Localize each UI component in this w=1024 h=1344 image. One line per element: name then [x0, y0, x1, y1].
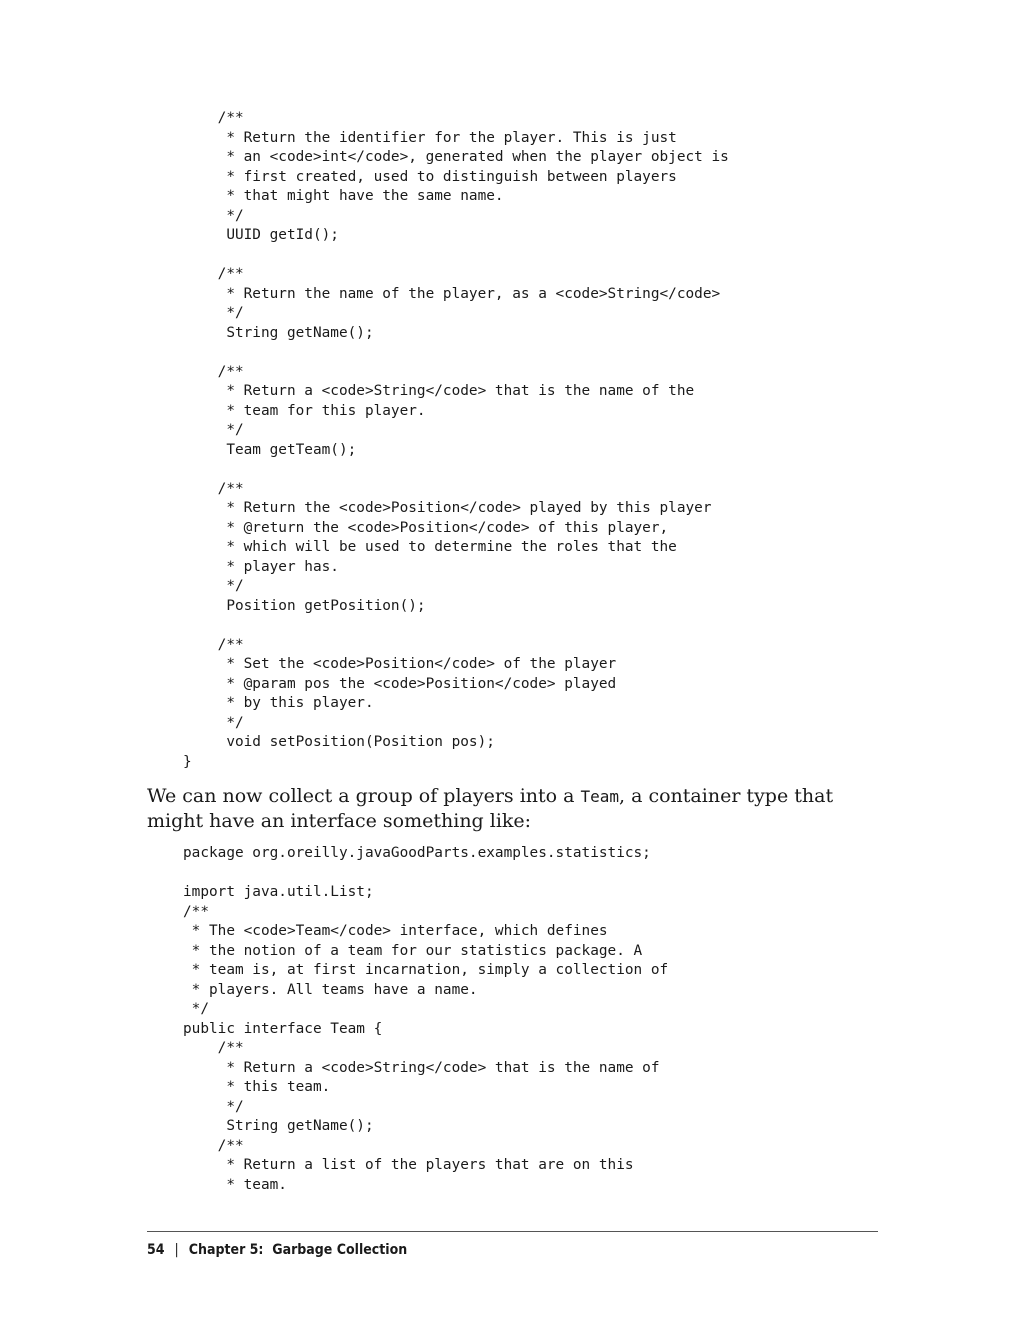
code-block-player-methods: /** * Return the identifier for the player. This is just * an <code>int</code>, generated when the player object is * first created, used to distinguish between players * that might have the same name. */ UUID getId(); /** * Return the name of the player, as a <code>String</code> */ String getName(); /** * Return a <code>String</code> that is the name of the * team for this player. */ Team getTeam(); /** * Return the <code>Position</code> played by this player * @return the <code>Position</code> of this player, * which will be used to determine the roles that the * player has. */ Position getPosition(); /** * Set the <code>Position</code> of the player * @param pos the <code>Position</code> played * by this player. */ void setPosition(Position pos); }	[183, 110, 729, 770]
chapter-title: Chapter 5: Garbage Collection	[188, 1242, 408, 1258]
page-number: 54	[147, 1242, 165, 1258]
inline-code-team: Team	[580, 787, 620, 806]
footer-separator: |	[174, 1242, 179, 1258]
page-footer	[147, 1240, 407, 1260]
paragraph-text-before: We can now collect a group of players into a	[147, 785, 581, 807]
paragraph-text-after: , a container type that might have an interface something like:	[147, 785, 834, 832]
footer-divider	[147, 1231, 878, 1232]
body-paragraph	[147, 784, 887, 834]
code-block-team-interface: package org.oreilly.javaGoodParts.examples.statistics; import java.util.List; /** * The <code>Team</code> interface, which defines * the notion of a team for our statistics package. A * team is, at first incarnation, simply a collection of * players. All teams have a name. */ public interface Team { /** * Return a <code>String</code> that is the name of * this team. */ String getName(); /** * Return a list of the players that are on this * team.	[183, 845, 669, 1193]
